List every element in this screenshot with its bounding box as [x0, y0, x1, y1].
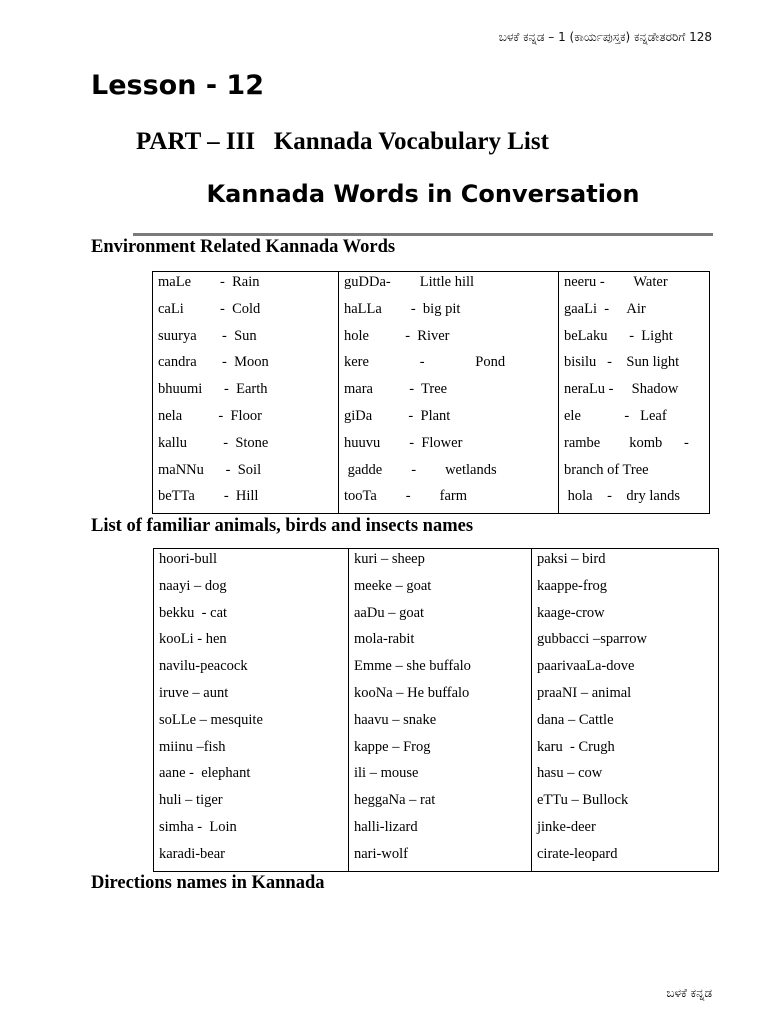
word-cell: paarivaaLa-dove [532, 656, 719, 683]
word-cell: bhuumi - Earth [153, 379, 339, 406]
environment-row [153, 433, 710, 460]
word-cell: eTTu – Bullock [532, 790, 719, 817]
word-cell: rambe komb - [559, 433, 710, 460]
word-cell: miinu –fish [154, 737, 349, 764]
word-cell: navilu-peacock [154, 656, 349, 683]
word-cell: huuvu - Flower [339, 433, 559, 460]
word-cell: simha - Loin [154, 817, 349, 844]
word-cell: haavu – snake [349, 710, 532, 737]
animal-row [154, 656, 719, 683]
environment-row [153, 352, 710, 379]
animals-heading: List of familiar animals, birds and insects names [91, 516, 474, 536]
running-footer: ಬಳಕೆ ಕನ್ನಡ [666, 986, 712, 1000]
word-cell: neeru - Water [559, 272, 710, 299]
word-cell: neraLu - Shadow [559, 379, 710, 406]
environment-words-table [152, 271, 710, 514]
directions-heading: Directions names in Kannada [91, 873, 325, 893]
word-cell: meeke – goat [349, 576, 532, 603]
word-cell: kappe – Frog [349, 737, 532, 764]
animal-row [154, 603, 719, 630]
part-title: PART – III Kannada Vocabulary List [136, 128, 549, 155]
word-cell: karu - Crugh [532, 737, 719, 764]
animal-row [154, 737, 719, 764]
word-cell: haLLa - big pit [339, 299, 559, 326]
word-cell: hole - River [339, 326, 559, 353]
animal-row [154, 629, 719, 656]
word-cell: huli – tiger [154, 790, 349, 817]
word-cell: kuri – sheep [349, 549, 532, 576]
word-cell: candra - Moon [153, 352, 339, 379]
word-cell: karadi-bear [154, 844, 349, 871]
environment-row [153, 486, 710, 513]
word-cell: kaage-crow [532, 603, 719, 630]
word-cell: nela - Floor [153, 406, 339, 433]
word-cell: maNNu - Soil [153, 460, 339, 487]
word-cell: gubbacci –sparrow [532, 629, 719, 656]
animal-row [154, 576, 719, 603]
word-cell: bisilu - Sun light [559, 352, 710, 379]
word-cell: kaappe-frog [532, 576, 719, 603]
title-divider [133, 233, 713, 236]
word-cell: kere - Pond [339, 352, 559, 379]
animal-row [154, 817, 719, 844]
word-cell: suurya - Sun [153, 326, 339, 353]
word-cell: hola - dry lands [559, 486, 710, 513]
word-cell: tooTa - farm [339, 486, 559, 513]
lesson-title: Lesson - 12 [91, 70, 265, 101]
word-cell: mara - Tree [339, 379, 559, 406]
word-cell: aaDu – goat [349, 603, 532, 630]
word-cell: hasu – cow [532, 763, 719, 790]
word-cell: gaaLi - Air [559, 299, 710, 326]
word-cell: hoori-bull [154, 549, 349, 576]
word-cell: dana – Cattle [532, 710, 719, 737]
word-cell: praaNI – animal [532, 683, 719, 710]
word-cell: nari-wolf [349, 844, 532, 871]
environment-row [153, 406, 710, 433]
word-cell: iruve – aunt [154, 683, 349, 710]
word-cell: kooNa – He buffalo [349, 683, 532, 710]
environment-row [153, 299, 710, 326]
word-cell: naayi – dog [154, 576, 349, 603]
animals-words-table [153, 548, 719, 872]
word-cell: caLi - Cold [153, 299, 339, 326]
word-cell: beTTa - Hill [153, 486, 339, 513]
animal-row [154, 710, 719, 737]
word-cell: cirate-leopard [532, 844, 719, 871]
word-cell: beLaku - Light [559, 326, 710, 353]
environment-heading: Environment Related Kannada Words [91, 237, 396, 257]
word-cell: giDa - Plant [339, 406, 559, 433]
word-cell: mola-rabit [349, 629, 532, 656]
animal-row [154, 549, 719, 576]
word-cell: paksi – bird [532, 549, 719, 576]
word-cell: Emme – she buffalo [349, 656, 532, 683]
animal-row [154, 790, 719, 817]
word-cell: ili – mouse [349, 763, 532, 790]
animal-row [154, 683, 719, 710]
word-cell: bekku - cat [154, 603, 349, 630]
word-cell: aane - elephant [154, 763, 349, 790]
word-cell: maLe - Rain [153, 272, 339, 299]
animal-row [154, 844, 719, 871]
running-header: ಬಳಕೆ ಕನ್ನಡ – 1 (ಕಾರ್ಯಪುಸ್ತಕ) ಕನ್ನಡೇತರರಿಗೆ 128 [498, 30, 712, 44]
word-cell: jinke-deer [532, 817, 719, 844]
word-cell: kooLi - hen [154, 629, 349, 656]
environment-row [153, 379, 710, 406]
word-cell: ele - Leaf [559, 406, 710, 433]
word-cell: guDDa- Little hill [339, 272, 559, 299]
animal-row [154, 763, 719, 790]
conversation-title: Kannada Words in Conversation [206, 180, 640, 208]
environment-row [153, 326, 710, 353]
word-cell: halli-lizard [349, 817, 532, 844]
word-cell: heggaNa – rat [349, 790, 532, 817]
word-cell: soLLe – mesquite [154, 710, 349, 737]
environment-row [153, 272, 710, 299]
word-cell: branch of Tree [559, 460, 710, 487]
word-cell: gadde - wetlands [339, 460, 559, 487]
word-cell: kallu - Stone [153, 433, 339, 460]
environment-row [153, 460, 710, 487]
